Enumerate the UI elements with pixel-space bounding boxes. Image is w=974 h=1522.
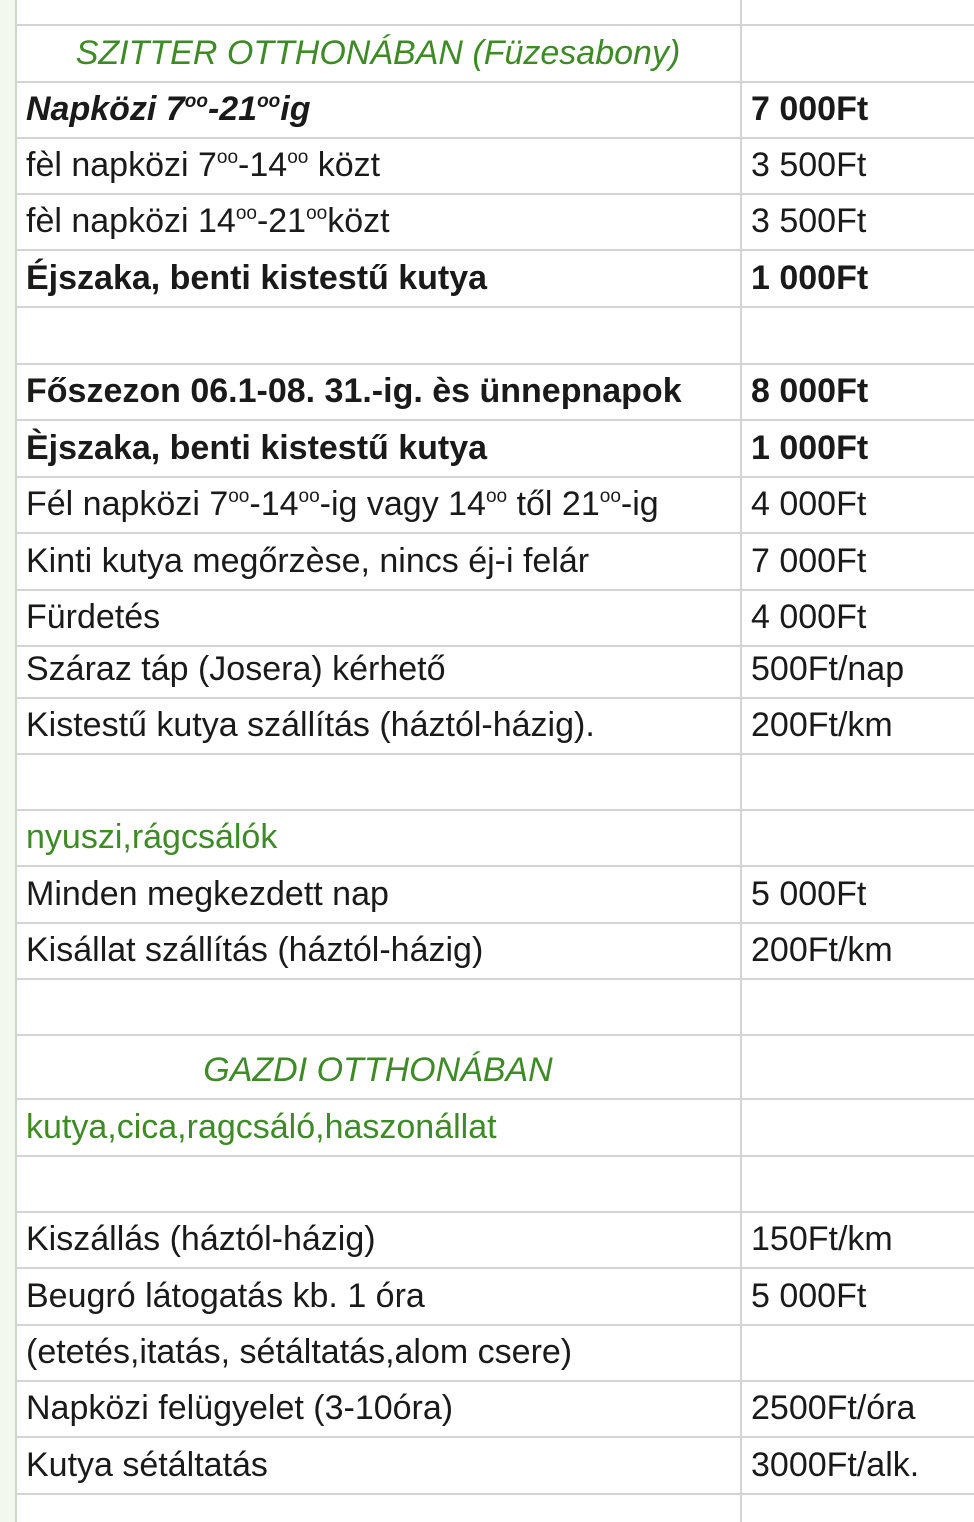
- price-row: [17, 195, 974, 251]
- row-label: Fürdetés: [26, 598, 161, 636]
- row-price: 200Ft/km: [751, 931, 893, 969]
- row-price: 200Ft/km: [751, 706, 893, 744]
- price-row: [17, 591, 974, 647]
- price-row: [17, 1382, 974, 1438]
- row-label: Èjszaka, benti kistestű kutya: [26, 429, 488, 467]
- row-price: 5 000Ft: [751, 1277, 867, 1315]
- price-row: [17, 1438, 974, 1495]
- row-label: Minden megkezdett nap: [26, 875, 389, 913]
- row-label: Napközi felügyelet (3-10óra): [26, 1389, 454, 1427]
- row-label: Napközi $7^{oo}-21^{oo}ig$: [26, 90, 311, 128]
- price-row: [17, 867, 974, 924]
- row-label: Kiszállás (háztól-házig): [26, 1220, 376, 1258]
- row-price: 500Ft/nap: [751, 650, 905, 688]
- row-label: Kinti kutya megőrzèse, nincs éj-i felár: [26, 542, 590, 580]
- row-price: 8 000Ft: [751, 372, 869, 410]
- price-row: [17, 924, 974, 980]
- row-label: (etetés,itatás, sétáltatás,alom csere): [26, 1333, 573, 1371]
- row-label: fèl napközi $7^{oo}-14^{oo}$ közt: [26, 146, 381, 184]
- category-label-rabbits-rodents: nyuszi,rágcsálók: [26, 818, 278, 856]
- category-label-animals: kutya,cica,ragcsáló,haszonállat: [26, 1108, 497, 1146]
- price-row: [17, 421, 974, 478]
- row-price: 1 000Ft: [751, 429, 869, 467]
- empty-row: [17, 755, 974, 811]
- empty-row: [17, 980, 974, 1036]
- row-price: 3000Ft/alk.: [751, 1446, 920, 1484]
- empty-row: [17, 1157, 974, 1213]
- price-row: [17, 83, 974, 139]
- row-price: 3 500Ft: [751, 146, 867, 184]
- row-label: Kisállat szállítás (háztól-házig): [26, 931, 484, 969]
- row-label: fèl napközi $14^{oo}-21^{oo}közt$: [26, 202, 390, 240]
- row-label: Főszezon 06.1-08. 31.-ig. ès ünnepnapok: [26, 372, 682, 410]
- row-price: 3 500Ft: [751, 202, 867, 240]
- row-label: Száraz táp (Josera) kérhető: [26, 650, 446, 688]
- price-row: [17, 139, 974, 195]
- row-price: 150Ft/km: [751, 1220, 893, 1258]
- row-label: Kutya sétáltatás: [26, 1446, 268, 1484]
- row-header-strip: [0, 0, 17, 1522]
- row-price: 2500Ft/óra: [751, 1389, 916, 1427]
- price-row: [17, 1269, 974, 1326]
- price-row: [17, 647, 974, 699]
- price-row: [17, 478, 974, 534]
- note-row: [17, 1326, 974, 1382]
- category-row: [17, 811, 974, 867]
- row-label: Kistestű kutya szállítás (háztól-házig).: [26, 706, 595, 744]
- row-price: 5 000Ft: [751, 875, 867, 913]
- section-title-gazdi: GAZDI OTTHONÁBAN: [203, 1051, 553, 1089]
- row-price: 7 000Ft: [751, 542, 867, 580]
- row-label: Éjszaka, benti kistestű kutya: [26, 259, 488, 297]
- row-price: 1 000Ft: [751, 259, 869, 297]
- row-label: Fél napközi $7^{oo}-14^{oo}-ig$ vagy $14^{oo}$ től $21^{oo}-ig$: [26, 485, 659, 523]
- row-price: 7 000Ft: [751, 90, 869, 128]
- empty-row: [17, 1495, 974, 1522]
- row-price: 4 000Ft: [751, 485, 867, 523]
- row-label: Beugró látogatás kb. 1 óra: [26, 1277, 425, 1315]
- price-row: [17, 699, 974, 755]
- section-header-row: [17, 26, 974, 83]
- row-price: 4 000Ft: [751, 598, 867, 636]
- price-row: [17, 365, 974, 421]
- price-row: [17, 1213, 974, 1269]
- empty-row: [17, 0, 974, 26]
- category-row: [17, 1100, 974, 1157]
- price-row: [17, 251, 974, 308]
- price-row: [17, 534, 974, 591]
- section-title-szitter: SZITTER OTTHONÁBAN (Füzesabony): [75, 34, 681, 72]
- section-header-row: [17, 1036, 974, 1100]
- empty-row: [17, 308, 974, 365]
